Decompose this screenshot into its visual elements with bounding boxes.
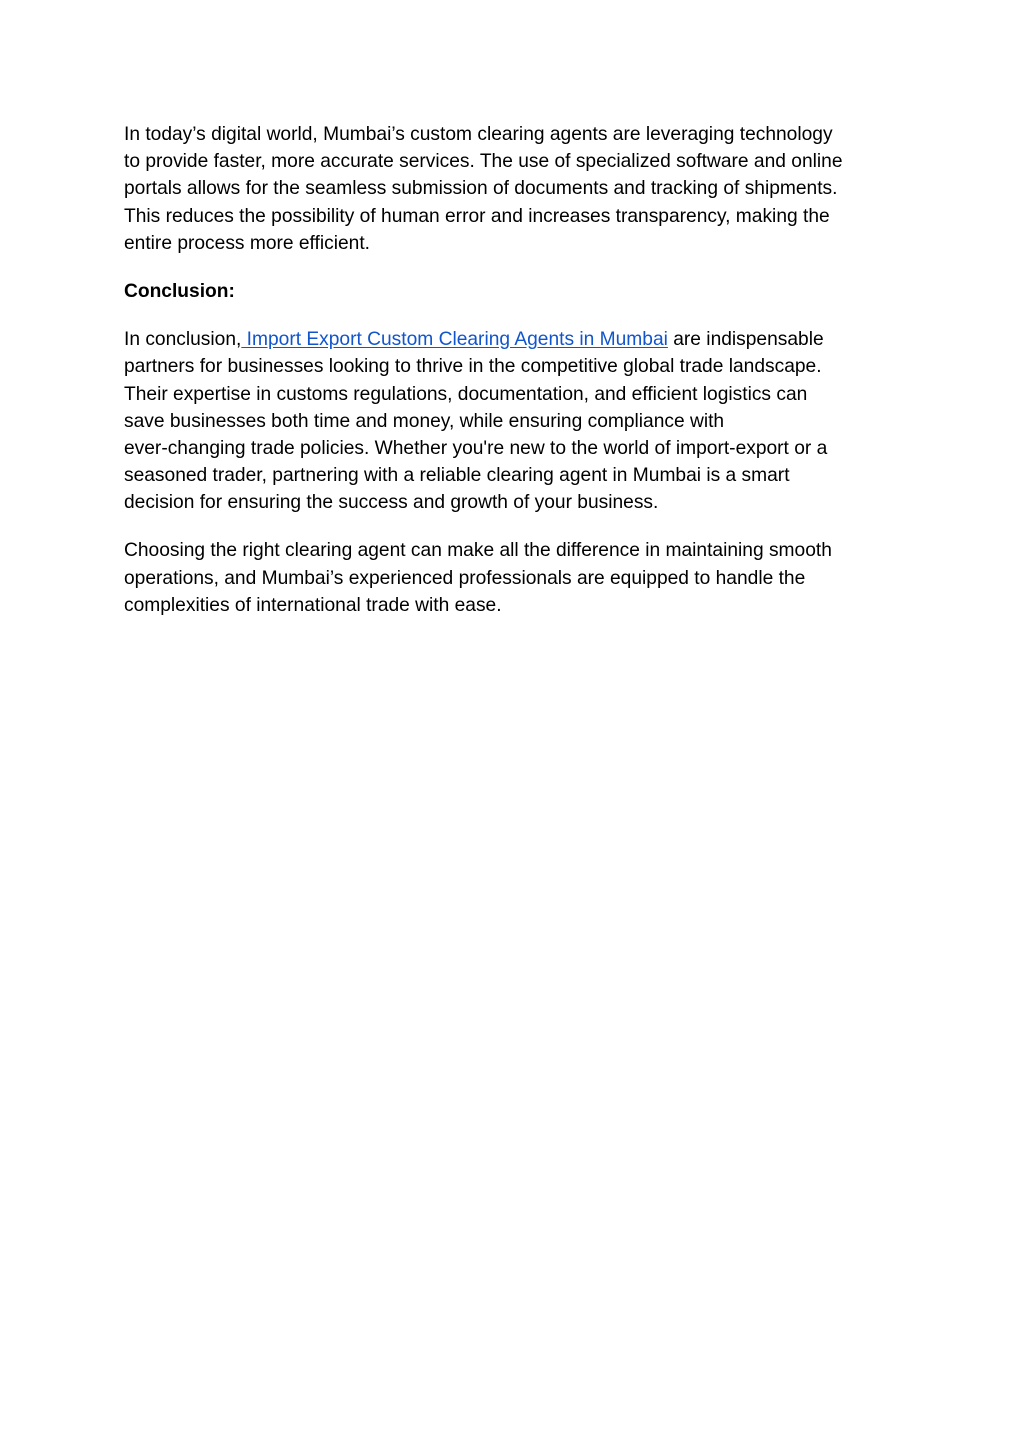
text-line: decision for ensuring the success and growth of your business. xyxy=(124,492,659,514)
paragraph-technology xyxy=(124,121,904,257)
clearing-agents-link[interactable]: Import Export Custom Clearing Agents in Mumbai xyxy=(241,329,668,351)
text-line: In today’s digital world, Mumbai’s custom clearing agents are leveraging technology xyxy=(124,124,833,145)
paragraph-conclusion xyxy=(124,326,904,516)
document-page xyxy=(124,121,904,619)
conclusion-prefix: In conclusion, xyxy=(124,329,242,351)
text-line xyxy=(124,326,904,353)
text-line: operations, and Mumbai’s experienced professionals are equipped to handle the xyxy=(124,567,806,589)
conclusion-suffix: are indispensable xyxy=(667,329,824,351)
paragraph-choosing xyxy=(124,537,904,619)
text-line: Choosing the right clearing agent can make all the difference in maintaining smooth xyxy=(124,540,832,562)
text-line: complexities of international trade with ease. xyxy=(124,594,502,616)
text-line: Their expertise in customs regulations, documentation, and efficient logistics can xyxy=(124,383,808,405)
text-line: portals allows for the seamless submission of documents and tracking of shipments. xyxy=(124,178,838,200)
text-line: seasoned trader, partnering with a reliable clearing agent in Mumbai is a smart xyxy=(124,465,790,487)
text-line: This reduces the possibility of human error and increases transparency, making the xyxy=(124,205,830,227)
text-line: partners for businesses looking to thrive in the competitive global trade landscape. xyxy=(124,356,822,378)
text-line: ever-changing trade policies. Whether you're new to the world of import-export or a xyxy=(124,437,828,459)
text-line: to provide faster, more accurate services. The use of specialized software and online xyxy=(124,151,843,173)
conclusion-heading: Conclusion: xyxy=(124,280,235,302)
text-line: entire process more efficient. xyxy=(124,232,370,254)
text-line: save businesses both time and money, while ensuring compliance with xyxy=(124,410,725,432)
